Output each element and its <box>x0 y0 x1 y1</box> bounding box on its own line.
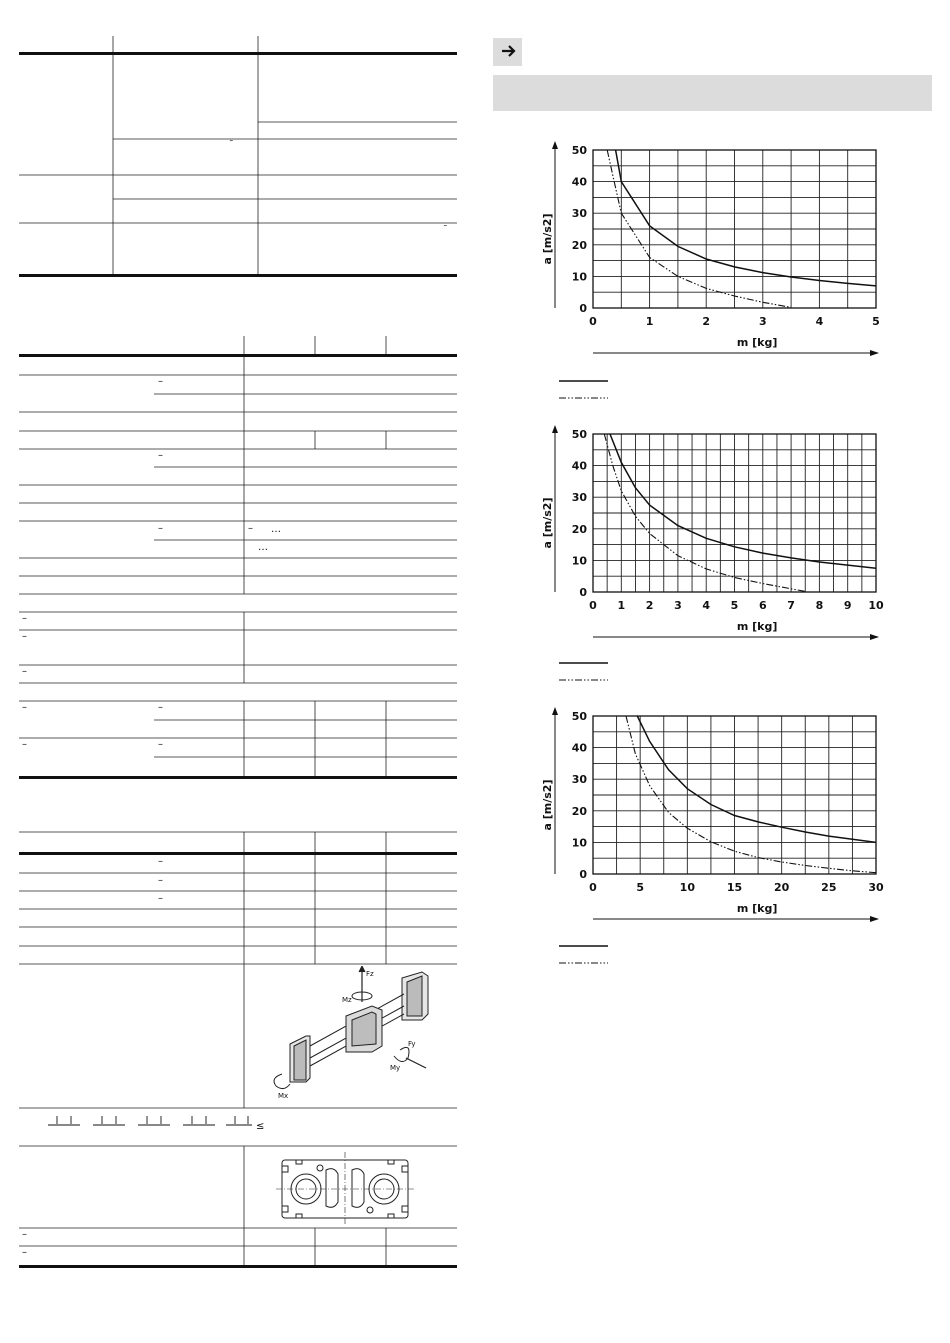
y-arrow-head <box>552 425 558 433</box>
x-tick-label: 1 <box>645 315 654 328</box>
table1-glyph-2: ˜ <box>443 225 448 235</box>
load-axes-figure <box>262 966 442 1098</box>
y-tick-label: 0 <box>579 868 587 881</box>
x-tick-label: 25 <box>821 881 837 894</box>
x-tick-label: 6 <box>758 599 767 612</box>
y-tick-label: 0 <box>579 586 587 599</box>
x-tick-label: 5 <box>730 599 739 612</box>
x-tick-label: 4 <box>815 315 824 328</box>
y-tick-label: 30 <box>571 491 587 505</box>
table2-dash-1: – <box>158 376 163 387</box>
y-tick-label: 50 <box>571 710 587 723</box>
table2-dash-10: – <box>22 739 27 750</box>
table3-dash-2: – <box>158 875 163 886</box>
x-tick-label: 3 <box>674 599 682 612</box>
y-axis-label: a [m/s2] <box>541 213 554 265</box>
x-arrow-head <box>870 634 879 640</box>
x-tick-label: 9 <box>843 599 852 612</box>
x-tick-label: 1 <box>617 599 626 612</box>
table2-dash-5: – <box>22 613 27 624</box>
x-tick-label: 20 <box>774 881 790 894</box>
table3-dash-4: – <box>22 1229 27 1240</box>
chart-1-legend <box>556 374 616 404</box>
mx-label: Mx <box>278 1092 289 1098</box>
table3-leq: ≤ <box>256 1121 265 1132</box>
table3-dash-5: – <box>22 1247 27 1258</box>
y-tick-label: 50 <box>571 144 587 157</box>
mz-label: Mz <box>342 996 352 1004</box>
table2-ellipsis-2: … <box>258 542 268 553</box>
x-axis-label: m [kg] <box>736 902 778 915</box>
chart-2 <box>530 424 890 644</box>
x-tick-label: 8 <box>815 599 824 612</box>
y-tick-label: 10 <box>571 836 587 850</box>
x-tick-label: 2 <box>645 599 654 612</box>
y-tick-label: 50 <box>571 428 587 441</box>
y-tick-label: 10 <box>571 270 587 284</box>
x-tick-label: 15 <box>726 881 743 894</box>
y-tick-label: 40 <box>571 459 587 473</box>
x-tick-label: 3 <box>758 315 767 328</box>
x-tick-label: 30 <box>868 881 884 894</box>
y-tick-label: 40 <box>571 175 587 189</box>
table2-dash-7: – <box>22 666 27 677</box>
chart-1 <box>530 140 890 360</box>
x-axis-label: m [kg] <box>736 620 778 633</box>
y-axis-label: a [m/s2] <box>541 779 554 831</box>
table3-dash-3: – <box>158 893 163 904</box>
my-label: My <box>390 1064 401 1072</box>
series-solid-line <box>616 150 876 286</box>
y-tick-label: 20 <box>571 522 587 536</box>
table2-dash-6: – <box>22 631 27 642</box>
y-axis-label: a [m/s2] <box>541 497 554 549</box>
table2-dash-11: – <box>158 739 163 750</box>
arrow-right-icon <box>500 42 518 60</box>
fy-label: Fy <box>408 1040 416 1048</box>
x-arrow-head <box>870 916 879 922</box>
x-tick-label: 10 <box>679 881 695 894</box>
table2-dash-3: – <box>158 523 163 534</box>
x-tick-label: 10 <box>868 599 884 612</box>
table2-dash-4: – <box>248 523 253 534</box>
y-tick-label: 40 <box>571 741 587 755</box>
y-arrow-head <box>552 707 558 715</box>
table2-dash-9: – <box>158 702 163 713</box>
x-tick-label: 0 <box>589 881 597 894</box>
chart-2-legend <box>556 656 616 686</box>
table1-glyph-1: ˜ <box>229 140 234 150</box>
table2-dash-8: – <box>22 702 27 713</box>
x-tick-label: 4 <box>702 599 711 612</box>
y-tick-label: 20 <box>571 804 587 818</box>
profile-section-figure <box>276 1152 416 1224</box>
y-arrow-head <box>552 141 558 149</box>
chart-3 <box>530 706 890 926</box>
y-tick-label: 30 <box>571 773 587 787</box>
x-tick-label: 5 <box>636 881 644 894</box>
chart-3-legend <box>556 939 616 969</box>
y-tick-label: 10 <box>571 554 587 568</box>
x-tick-label: 0 <box>589 599 597 612</box>
y-tick-label: 0 <box>579 302 587 315</box>
x-tick-label: 5 <box>872 315 880 328</box>
grid <box>593 150 876 308</box>
y-tick-label: 20 <box>571 238 587 252</box>
grid <box>593 716 876 874</box>
y-tick-label: 30 <box>571 207 587 221</box>
x-axis-label: m [kg] <box>736 336 778 349</box>
x-arrow-head <box>870 350 879 356</box>
table2-ellipsis-1: … <box>271 524 281 535</box>
fz-label: Fz <box>366 970 374 978</box>
x-tick-label: 7 <box>787 599 795 612</box>
grid <box>593 434 876 592</box>
table2-dash-2: – <box>158 450 163 461</box>
x-tick-label: 0 <box>589 315 597 328</box>
x-tick-label: 2 <box>702 315 711 328</box>
section-header-bar <box>493 75 932 111</box>
table3-dash-1: – <box>158 856 163 867</box>
